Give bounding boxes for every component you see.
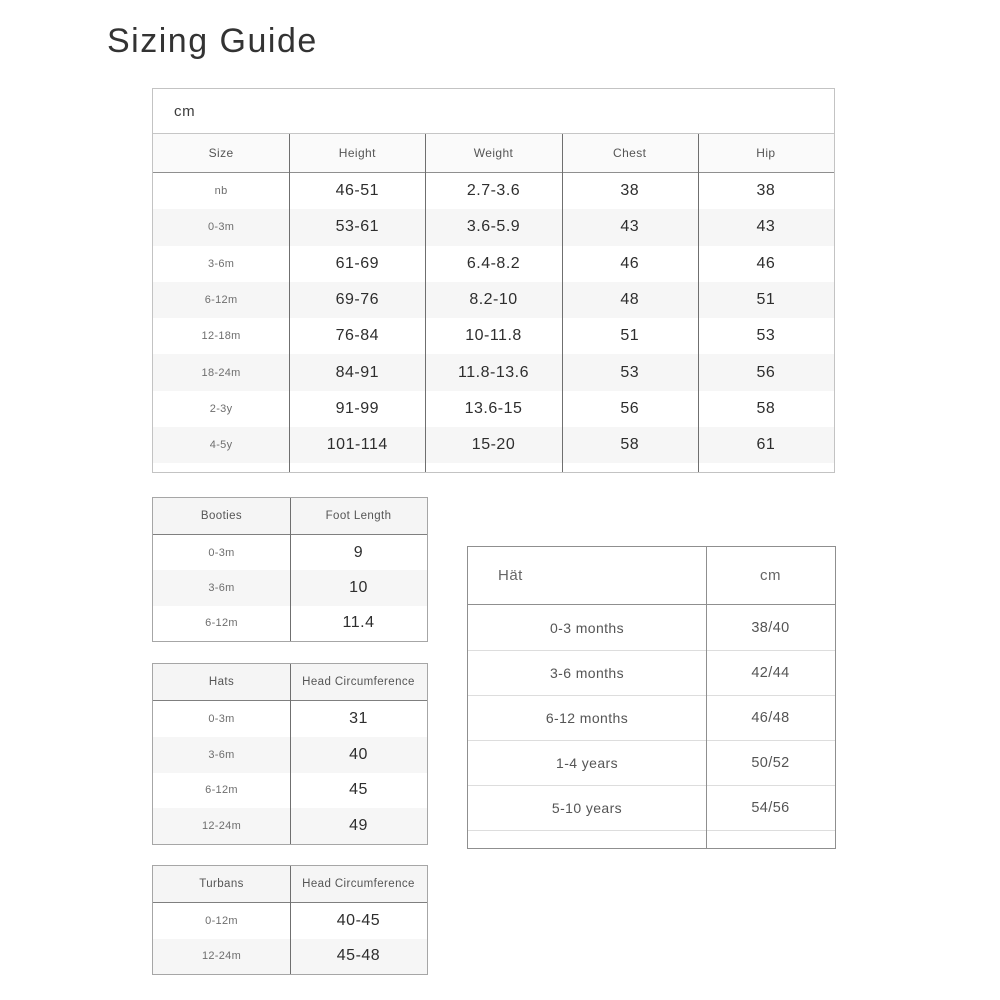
table-row [153,246,834,282]
value-cell: 46 [620,254,640,272]
size-cell: 3-6m [207,257,235,270]
size-cell: 0-12m [205,914,238,927]
size-cell: 3-6 months [549,665,625,681]
table-row [153,282,834,318]
page-title: Sizing Guide [107,22,318,60]
value-cell: 38/40 [751,619,790,636]
table-row [153,209,834,245]
value-cell: 56 [620,399,640,417]
value-cell: 61 [756,436,776,454]
value-cell: 15-20 [471,436,516,454]
size-cell: 6-12m [204,294,238,307]
column-header-weight: Weight [473,146,514,160]
column-header-chest: Chest [613,146,647,160]
size-cell: 0-3m [208,712,235,725]
main-table-header [153,134,834,173]
value-cell: 76-84 [335,327,380,345]
column-header-turbans: Turbans [199,878,244,890]
column-divider [290,866,291,974]
size-cell: 2-3y [209,402,233,415]
value-cell: 53 [620,363,640,381]
table-row [468,740,835,785]
value-cell: 53-61 [335,218,380,236]
size-cell: nb [214,185,228,198]
value-cell: 8.2-10 [469,291,518,309]
value-cell: 101-114 [326,436,388,454]
value-cell: 43 [756,218,776,236]
column-divider [698,134,699,472]
value-cell: 53 [756,327,776,345]
column-divider [562,134,563,472]
table-row [468,695,835,740]
value-cell: 38 [620,182,640,200]
column-header-cm: cm [760,567,781,584]
value-cell: 61-69 [335,254,380,272]
size-cell: 0-3m [207,221,235,234]
hats-table [152,663,428,845]
size-cell: 5-10 years [551,800,623,816]
column-divider [425,134,426,472]
size-cell: 1-4 years [556,755,618,771]
size-cell: 18-24m [201,366,241,379]
value-cell: 13.6-15 [464,399,523,417]
unit-label: cm [153,89,834,134]
value-cell: 45-48 [336,947,381,965]
column-header-hat: Hät [498,567,523,584]
size-cell: 6-12m [205,784,238,797]
value-cell: 56 [756,363,776,381]
value-cell: 46 [756,254,776,272]
column-header-height: Height [338,146,376,160]
size-cell: 3-6m [208,581,235,594]
table-footer-spacer [153,463,834,472]
size-cell: 12-18m [201,330,241,343]
value-cell: 38 [756,182,776,200]
size-cell: 6-12 months [545,710,629,726]
main-size-table [152,88,835,473]
value-cell: 40-45 [336,911,381,929]
size-cell: 12-24m [201,820,242,833]
value-cell: 84-91 [335,363,380,381]
value-cell: 58 [756,399,776,417]
value-cell: 31 [349,709,368,727]
value-cell: 42/44 [751,665,790,681]
column-divider [290,498,291,641]
value-cell: 49 [349,817,368,835]
column-header-booties: Booties [200,510,243,522]
value-cell: 9 [353,543,364,561]
column-divider [290,664,291,844]
value-cell: 43 [620,218,640,236]
column-header-hip: Hip [756,146,776,160]
column-header-hats: Hats [208,676,235,688]
column-header-foot-length: Foot Length [325,510,392,522]
size-cell: 12-24m [201,950,242,963]
size-cell: 3-6m [208,748,235,761]
hat-cm-table-header [468,547,835,605]
value-cell: 11.8-13.6 [458,363,529,381]
table-row [153,391,834,427]
value-cell: 10-11.8 [465,327,522,345]
booties-table [152,497,428,642]
size-cell: 0-3 months [549,619,625,636]
value-cell: 54/56 [751,800,790,816]
value-cell: 46-51 [335,182,380,200]
table-row [153,354,834,390]
value-cell: 51 [756,291,776,309]
column-divider [706,547,707,848]
table-row [468,650,835,695]
hat-cm-table [467,546,836,849]
table-row [153,173,834,209]
value-cell: 50/52 [751,755,790,771]
value-cell: 58 [620,436,640,454]
column-header-size: Size [208,146,234,160]
value-cell: 10 [349,578,368,596]
size-cell: 4-5y [209,439,233,452]
table-footer-spacer [468,830,835,848]
value-cell: 11.4 [342,614,375,632]
value-cell: 91-99 [335,399,380,417]
value-cell: 46/48 [751,710,790,726]
value-cell: 3.6-5.9 [466,218,521,236]
table-row [153,427,834,463]
size-cell: 0-3m [208,546,235,559]
column-divider [289,134,290,472]
table-row [468,785,835,830]
table-row [153,318,834,354]
value-cell: 45 [349,781,368,799]
value-cell: 51 [620,327,640,345]
table-row [468,605,835,650]
value-cell: 40 [349,745,368,763]
column-header-head-circumference: Head Circumference [302,878,415,890]
value-cell: 48 [620,291,640,309]
column-header-head-circumference: Head Circumference [302,676,415,688]
value-cell: 2.7-3.6 [466,182,521,200]
value-cell: 69-76 [335,291,380,309]
size-cell: 6-12m [205,617,238,630]
turbans-table [152,865,428,975]
value-cell: 6.4-8.2 [466,254,521,272]
